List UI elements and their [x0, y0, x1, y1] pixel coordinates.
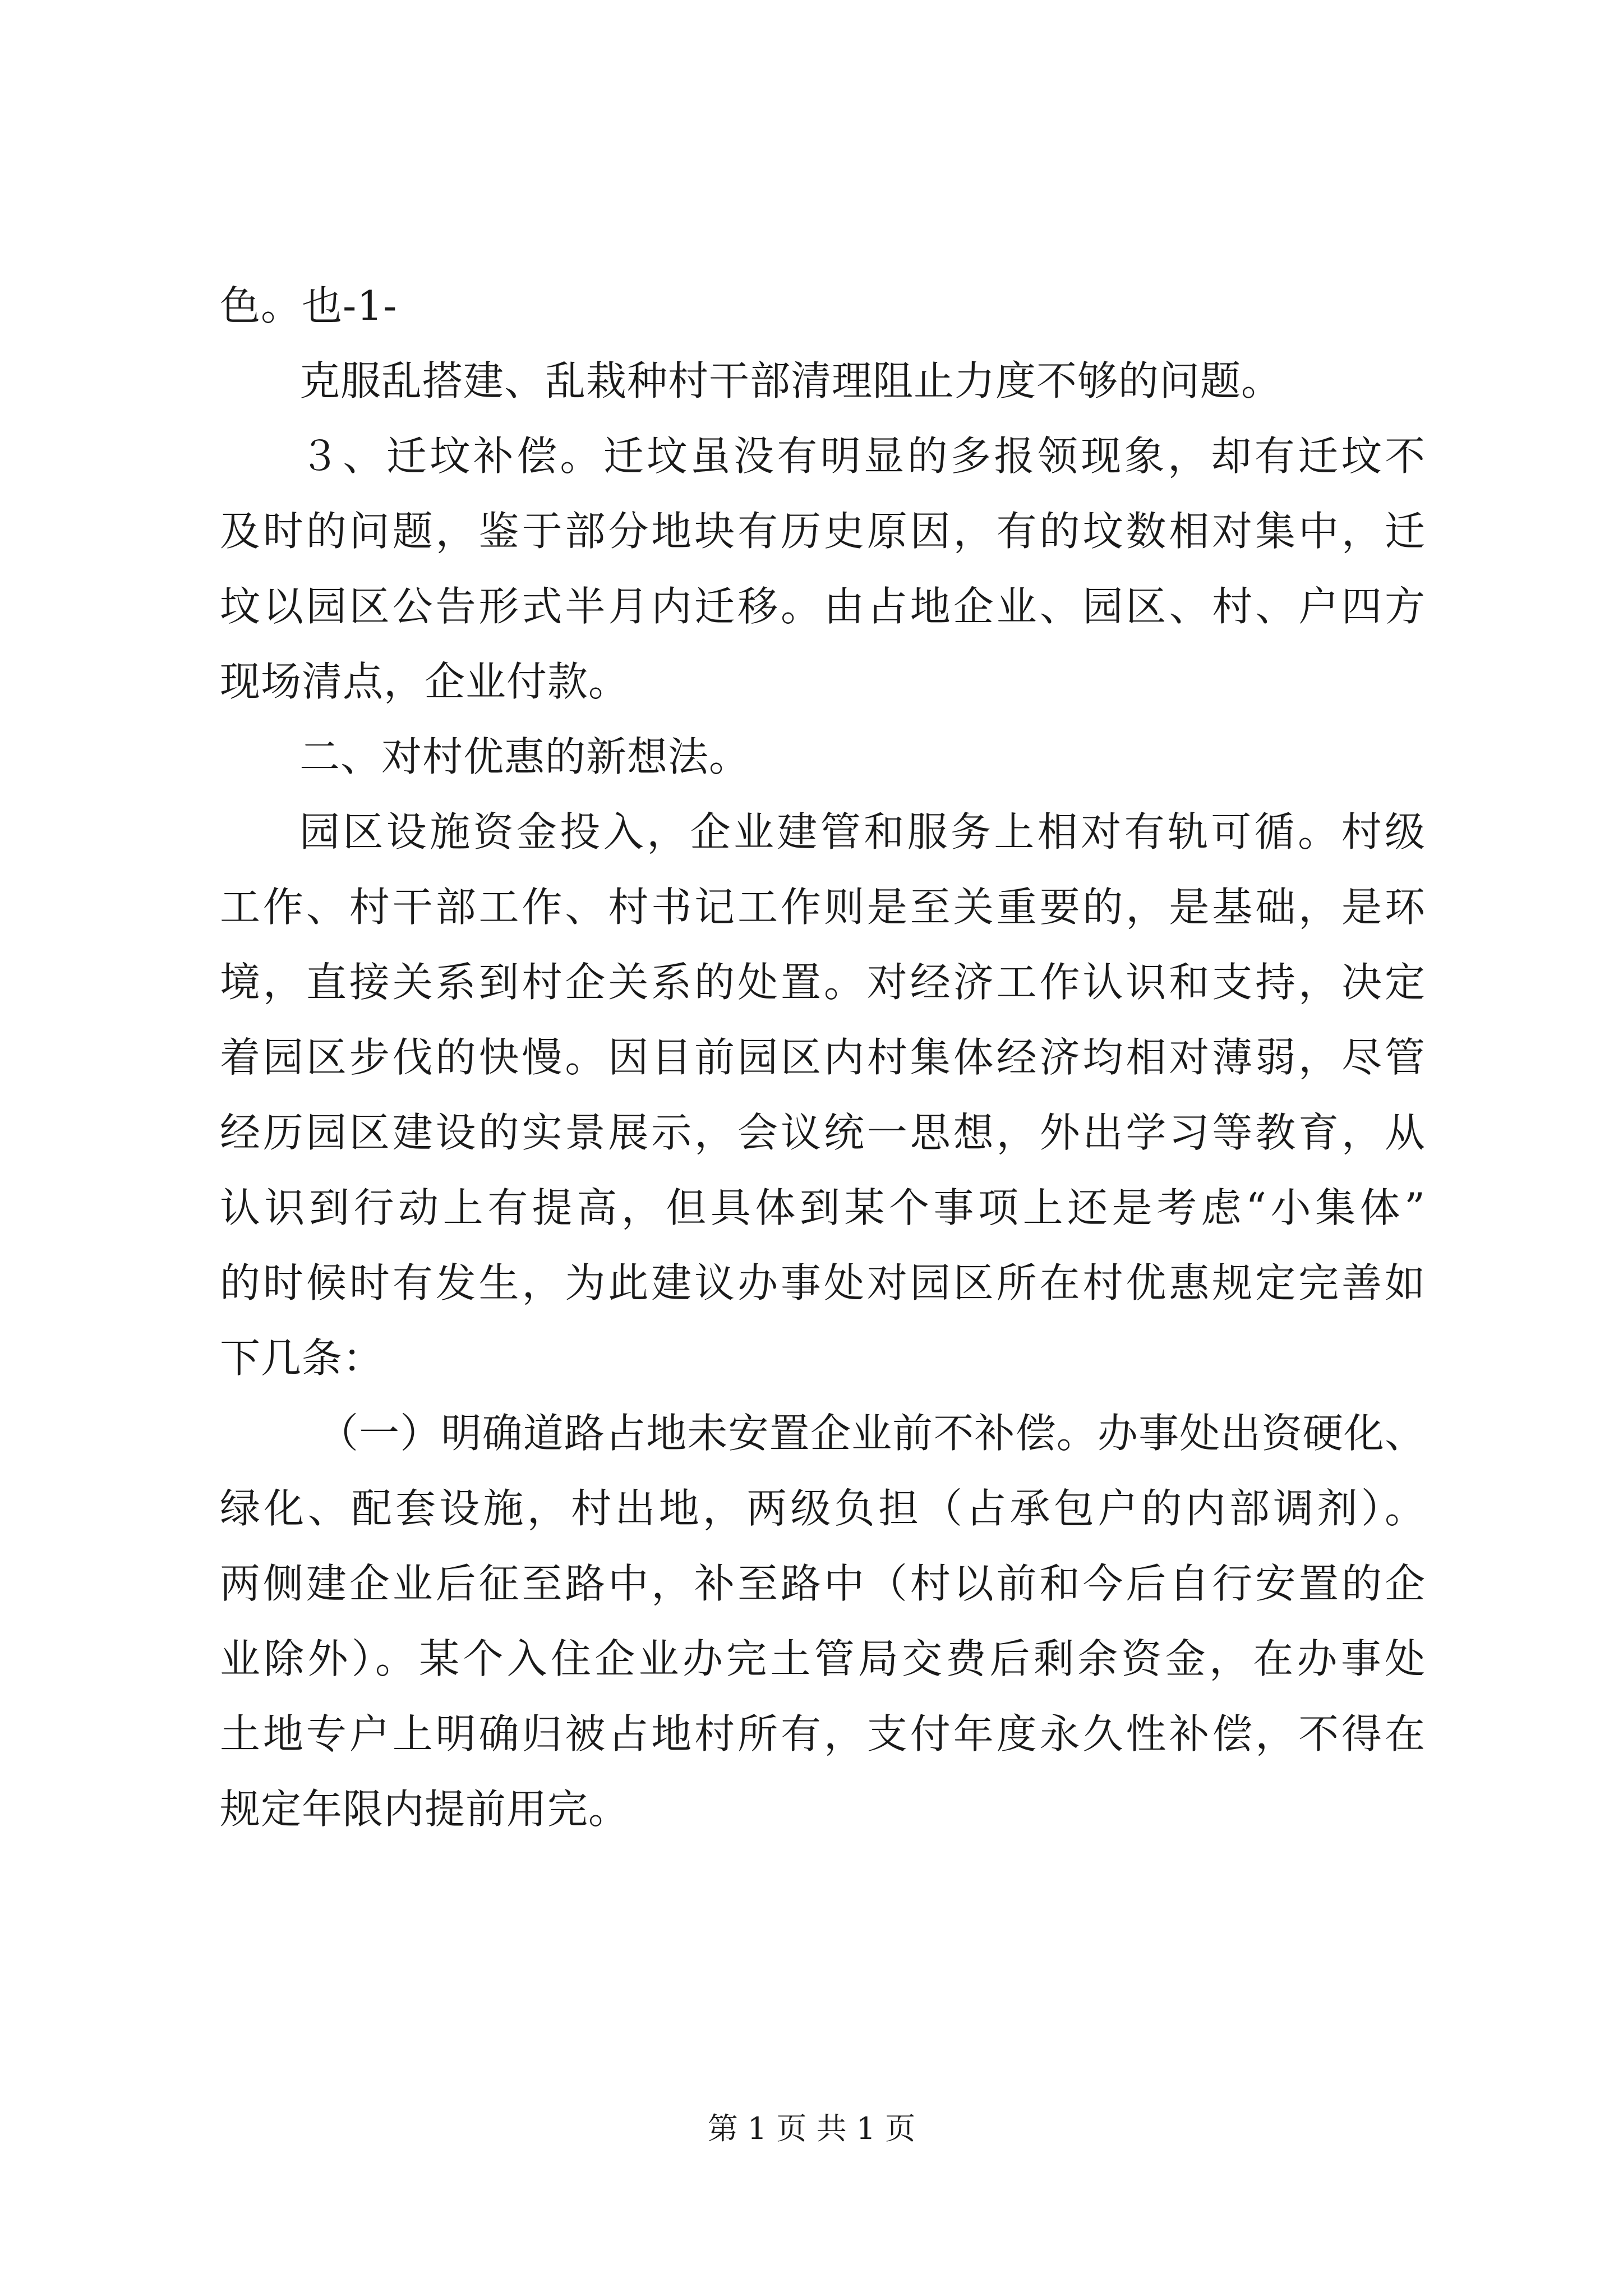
text-line: 的时候时有发生，为此建议办事处对园区所在村优惠规定完善如 [220, 1259, 1426, 1306]
text-line: ３、迁坟补偿。迁坟虽没有明显的多报领现象，却有迁坟不 [299, 432, 1426, 480]
text-line: 规定年限内提前用完。 [220, 1786, 630, 1833]
text-line: 绿化、配套设施，村出地，两级负担（占承包户的内部调剂）。 [220, 1485, 1426, 1532]
text-line: 土地专户上明确归被占地村所有，支付年度永久性补偿，不得在 [220, 1710, 1426, 1757]
text-line: 着园区步伐的快慢。因目前园区内村集体经济均相对薄弱，尽管 [220, 1034, 1426, 1081]
text-line: 业除外）。某个入住企业办完土管局交费后剩余资金，在办事处 [220, 1635, 1426, 1682]
text-line: 色。也-1- [220, 282, 398, 329]
text-line: 园区设施资金投入，企业建管和服务上相对有轨可循。村级 [299, 808, 1426, 855]
text-line: 克服乱搭建、乱栽种村干部清理阻止力度不够的问题。 [299, 357, 1283, 404]
text-line: 现场清点，企业付款。 [220, 658, 630, 705]
text-line: 经历园区建设的实景展示，会议统一思想，外出学习等教育，从 [220, 1109, 1426, 1156]
text-line: 及时的问题，鉴于部分地块有历史原因，有的坟数相对集中，迁 [220, 508, 1426, 555]
text-line: 认识到行动上有提高，但具体到某个事项上还是考虑“小集体” [220, 1184, 1426, 1231]
text-line: 两侧建企业后征至路中，补至路中（村以前和今后自行安置的企 [220, 1560, 1426, 1607]
text-line: 工作、村干部工作、村书记工作则是至关重要的，是基础，是环 [220, 884, 1426, 931]
text-line: 境，直接关系到村企关系的处置。对经济工作认识和支持，决定 [220, 959, 1426, 1006]
document-body [220, 268, 1426, 1847]
section-heading: 二、对村优惠的新想法。 [299, 733, 750, 780]
text-line: 下几条： [220, 1335, 384, 1382]
text-line: （一）明确道路占地未安置企业前不补偿。办事处出资硬化、 [318, 1410, 1426, 1457]
text-line: 坟以园区公告形式半月内迁移。由占地企业、园区、村、户四方 [220, 583, 1426, 630]
page-footer: 第 1 页 共 1 页 [707, 2111, 916, 2146]
